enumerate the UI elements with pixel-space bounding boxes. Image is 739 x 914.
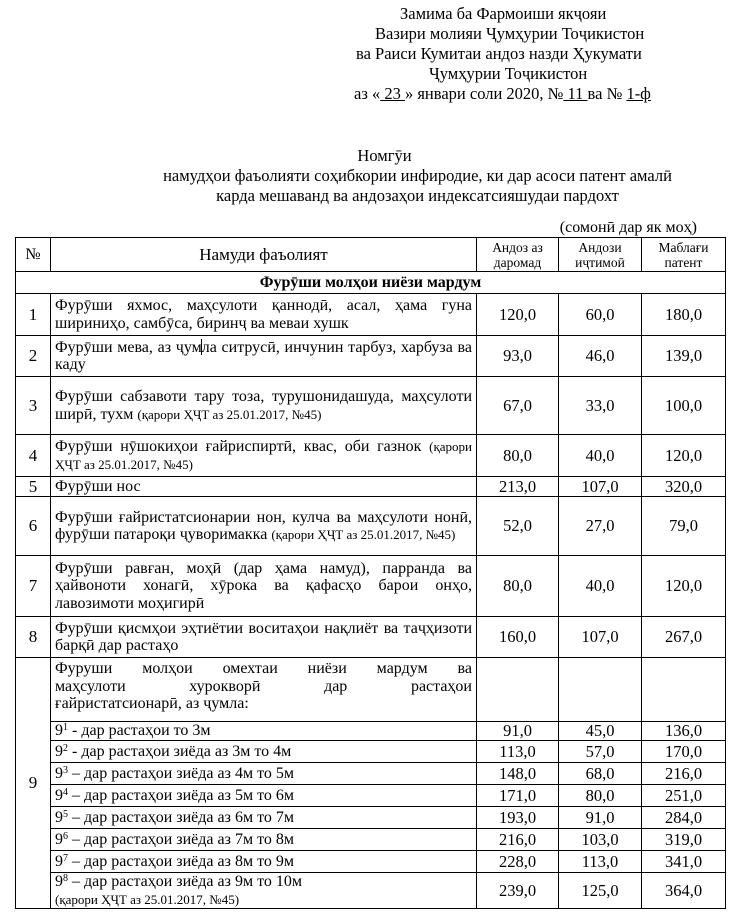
activity-intro-line-3: ғайристатсионарӣ, аз ҷумла: — [55, 695, 249, 712]
subrow-base: 9 — [55, 722, 63, 740]
doc-title-line-2: карда мешаванд ва андозаҳои индексатсияшудаи пардохт — [216, 186, 619, 205]
table-subrow — [16, 873, 726, 909]
patent-amount-cell: 364,0 — [642, 873, 726, 909]
activity-cell[interactable] — [51, 336, 477, 377]
row-number: 2 — [16, 336, 51, 377]
date-mid2: ва № — [587, 84, 627, 103]
date-prefix: аз « — [354, 84, 381, 103]
social-tax-cell: 40,0 — [559, 556, 642, 617]
table-row — [16, 556, 726, 617]
subrow-activity-cell — [51, 829, 477, 851]
row-number: 6 — [16, 497, 51, 556]
patent-amount-cell: 319,0 — [642, 829, 726, 851]
table-subrow — [16, 851, 726, 873]
patent-amount-cell: 216,0 — [642, 763, 726, 785]
activity-text: Фурӯши ғайристатсионарии нон, кулча ва маҳсулоти нонӣ, фурӯши патароқи ҷуворимакка — [55, 508, 472, 543]
patent-amount-cell: 180,0 — [642, 294, 726, 336]
activity-cell — [51, 435, 477, 477]
activity-cell — [51, 556, 477, 617]
activity-intro-line-1: Фуруши молҳои омехтаи ниёзи мардум ва — [55, 660, 472, 677]
patent-amount-cell: 120,0 — [642, 435, 726, 477]
table-row — [16, 617, 726, 658]
row-number: 7 — [16, 556, 51, 617]
income-tax-cell: 239,0 — [477, 873, 559, 909]
social-tax-cell: 60,0 — [559, 294, 642, 336]
patent-amount-cell: 320,0 — [642, 477, 726, 497]
patent-amount-cell: 136,0 — [642, 722, 726, 741]
activity-text: Фурӯши сабзавоти тару тоза, турушонидашуда, маҳсулоти ширӣ, тухм — [55, 388, 472, 423]
subrow-sup: 8 — [63, 873, 68, 884]
income-tax-cell: 80,0 — [477, 556, 559, 617]
table-row — [16, 477, 726, 497]
subrow-base: 9 — [55, 873, 63, 890]
table-subrow — [16, 785, 726, 807]
subrow-base: 9 — [55, 764, 63, 782]
income-tax-cell: 213,0 — [477, 477, 559, 497]
patent-amount-cell: 284,0 — [642, 807, 726, 829]
income-tax-cell: 160,0 — [477, 617, 559, 658]
income-tax-cell: 193,0 — [477, 807, 559, 829]
subrow-base: 9 — [55, 852, 63, 870]
patent-amount-cell: 267,0 — [642, 617, 726, 658]
activity-cell — [51, 497, 477, 556]
resolution-note: (қарори ҲҶТ аз 25.01.2017, №45) — [55, 891, 240, 907]
subrow-activity-cell — [51, 807, 477, 829]
subrow-text: – дар растаҳои зиёда аз 4м то 5м — [68, 764, 294, 782]
social-tax-cell: 113,0 — [559, 851, 642, 873]
header-date-line — [354, 84, 651, 104]
income-tax-cell: 113,0 — [477, 741, 559, 763]
header-line-4: Ҷумҳурии Тоҷикистон — [429, 64, 588, 83]
subrow-sup: 3 — [63, 764, 68, 776]
row-number: 5 — [16, 477, 51, 497]
table-row-9-intro — [16, 658, 726, 722]
order-number-1: 11 — [563, 84, 588, 103]
col-header-activity: Намуди фаъолият — [51, 238, 477, 272]
patent-amount-cell: 100,0 — [642, 377, 726, 435]
social-tax-cell-empty — [559, 658, 642, 722]
subrow-text: – дар растаҳои зиёда аз 6м то 7м — [68, 808, 294, 826]
patent-amount-cell: 170,0 — [642, 741, 726, 763]
activity-text: Фурӯши нӯшокиҳои ғайриспиртӣ, квас, оби газнок — [55, 438, 430, 455]
section-title: Фурӯши молҳои ниёзи мардум — [16, 272, 726, 294]
subrow-text: – дар растаҳои зиёда аз 9м то 10м — [68, 873, 302, 890]
table-subrow — [16, 807, 726, 829]
table-subrow — [16, 741, 726, 763]
header-line-3: ва Раиси Кумитаи андоз назди Ҳукумати — [356, 44, 642, 63]
subrow-text: - дар растаҳои зиёда аз 3м то 4м — [68, 742, 292, 760]
subrow-sup: 4 — [63, 786, 68, 798]
table-row — [16, 294, 726, 336]
date-mid1: » январи соли 2020, № — [404, 84, 564, 103]
subrow-text: – дар растаҳои зиёда аз 7м то 8м — [68, 830, 294, 848]
income-tax-cell: 91,0 — [477, 722, 559, 741]
subrow-activity-cell — [51, 785, 477, 807]
activity-cell — [51, 377, 477, 435]
social-tax-cell: 125,0 — [559, 873, 642, 909]
col-header-income-tax: Андоз аз даромад — [477, 238, 559, 272]
social-tax-cell: 107,0 — [559, 617, 642, 658]
social-tax-cell: 27,0 — [559, 497, 642, 556]
activity-cell — [51, 617, 477, 658]
table-row — [16, 336, 726, 377]
activity-text: Фурӯши қисмҳои эҳтиётии воситаҳои нақлиёт ва таҷҳизоти барқӣ дар растаҳо — [55, 619, 472, 654]
col-header-social-tax: Андози иҷтимоӣ — [559, 238, 642, 272]
activity-cell — [51, 294, 477, 336]
subrow-sup: 7 — [63, 852, 68, 864]
header-line-1: Замима ба Фармоиши якҷояи — [400, 4, 607, 23]
income-tax-cell: 52,0 — [477, 497, 559, 556]
table-row — [16, 377, 726, 435]
activity-text: Фурӯши яхмос, маҳсулоти қаннодӣ, асал, ҳама гуна шириниҳо, самбӯса, биринҷ ва меваи хушк — [55, 297, 472, 332]
subrow-activity-cell — [51, 873, 477, 909]
date-day: 23 — [380, 84, 405, 103]
subrow-text: - дар растаҳои то 3м — [68, 722, 211, 740]
income-tax-cell: 228,0 — [477, 851, 559, 873]
table-subrow — [16, 829, 726, 851]
activity-intro-line-2: маҳсулоти хурокворӣ дар растаҳои — [55, 677, 472, 695]
subrow-activity-cell — [51, 763, 477, 785]
subrow-sup: 6 — [63, 830, 68, 842]
table-header-row — [16, 238, 726, 272]
patent-activities-table — [15, 237, 726, 909]
income-tax-cell: 171,0 — [477, 785, 559, 807]
subrow-text: – дар растаҳои зиёда аз 5м то 6м — [68, 786, 294, 804]
table-subrow — [16, 763, 726, 785]
subrow-base: 9 — [55, 742, 63, 760]
social-tax-cell: 91,0 — [559, 807, 642, 829]
subrow-base: 9 — [55, 786, 63, 804]
col-header-num: № — [16, 238, 51, 272]
subrow-base: 9 — [55, 808, 63, 826]
subrow-activity-cell — [51, 722, 477, 741]
patent-amount-cell: 341,0 — [642, 851, 726, 873]
subrow-sup: 1 — [63, 722, 68, 734]
unit-note: (сомонӣ дар як моҳ) — [559, 219, 697, 236]
social-tax-cell: 45,0 — [559, 722, 642, 741]
social-tax-cell: 57,0 — [559, 741, 642, 763]
activity-cell — [51, 658, 477, 722]
social-tax-cell: 80,0 — [559, 785, 642, 807]
subrow-text: – дар растаҳои зиёда аз 8м то 9м — [68, 852, 294, 870]
income-tax-cell: 93,0 — [477, 336, 559, 377]
activity-cell — [51, 477, 477, 497]
income-tax-cell: 80,0 — [477, 435, 559, 477]
doc-heading: Номгӯи — [357, 146, 412, 165]
subrow-activity-cell — [51, 851, 477, 873]
table-row — [16, 435, 726, 477]
patent-amount-cell: 251,0 — [642, 785, 726, 807]
subrow-sup: 5 — [63, 808, 68, 820]
order-number-2: 1-ф — [626, 84, 651, 103]
table-row — [16, 497, 726, 556]
social-tax-cell: 33,0 — [559, 377, 642, 435]
social-tax-cell: 103,0 — [559, 829, 642, 851]
subrow-base: 9 — [55, 830, 63, 848]
activity-text-cont: ла ситрусӣ, инчунин тарбуз, харбуза ва каду — [55, 338, 472, 373]
social-tax-cell: 107,0 — [559, 477, 642, 497]
income-tax-cell: 148,0 — [477, 763, 559, 785]
resolution-note: (қарори ҲҶТ аз 25.01.2017, №45) — [137, 406, 322, 422]
row-number: 4 — [16, 435, 51, 477]
subrow-sup: 2 — [63, 742, 68, 754]
income-tax-cell-empty — [477, 658, 559, 722]
patent-amount-cell: 79,0 — [642, 497, 726, 556]
row-number: 8 — [16, 617, 51, 658]
social-tax-cell: 68,0 — [559, 763, 642, 785]
patent-amount-cell: 120,0 — [642, 556, 726, 617]
income-tax-cell: 67,0 — [477, 377, 559, 435]
col-header-patent-amount: Маблағи патент — [642, 238, 726, 272]
resolution-note: (қарори ҲҶТ аз 25.01.2017, №45) — [55, 439, 472, 472]
social-tax-cell: 40,0 — [559, 435, 642, 477]
subrow-activity-cell — [51, 741, 477, 763]
row-number: 1 — [16, 294, 51, 336]
table-subrow — [16, 722, 726, 741]
activity-text: Фурӯши мева, аз ҷум — [55, 338, 202, 356]
header-line-2: Вазири молияи Ҷумҳурии Тоҷикистон — [375, 24, 645, 43]
section-row — [16, 272, 726, 294]
patent-amount-cell-empty — [642, 658, 726, 722]
patent-amount-cell: 139,0 — [642, 336, 726, 377]
activity-text: Фурӯши равған, моҳӣ (дар ҳама намуд), парранда ва ҳайвоноти хонагӣ, хӯрока ва қафасҳо барои онҳо, лавозимоти моҳигирӣ — [55, 559, 472, 612]
doc-title-line-1: намудҳои фаъолияти соҳибкории инфиродие, ки дар асоси патент амалӣ — [163, 166, 672, 185]
income-tax-cell: 216,0 — [477, 829, 559, 851]
row-number: 9 — [16, 658, 51, 909]
row-number: 3 — [16, 377, 51, 435]
resolution-note: (қарори ҲҶТ аз 25.01.2017, №45) — [271, 527, 456, 542]
activity-text: Фурӯши нос — [55, 477, 141, 495]
income-tax-cell: 120,0 — [477, 294, 559, 336]
social-tax-cell: 46,0 — [559, 336, 642, 377]
